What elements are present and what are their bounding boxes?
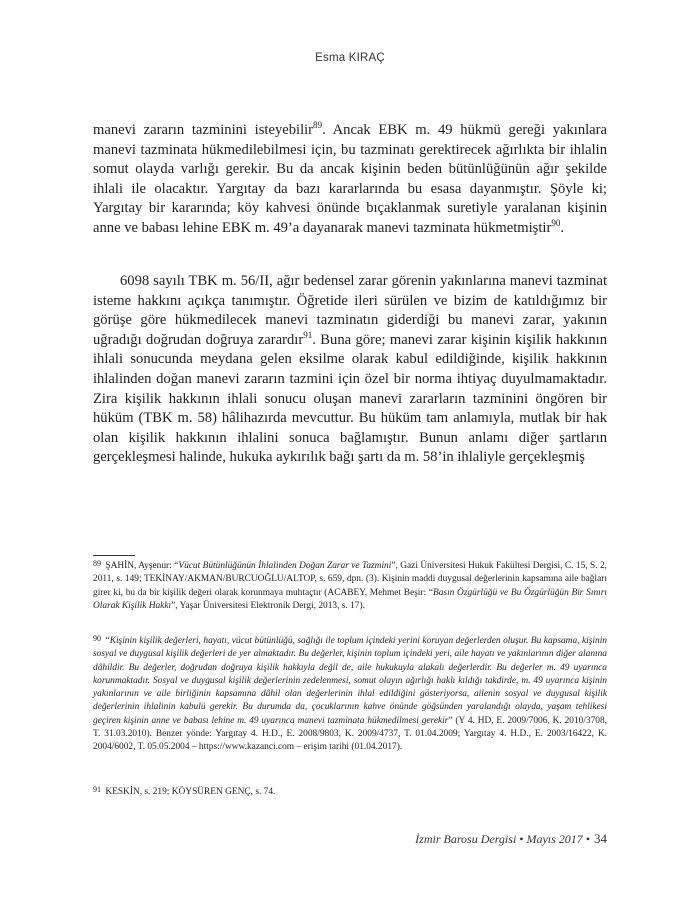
page-number: 34 (594, 831, 607, 846)
footnote-number: 89 (93, 559, 101, 568)
footnote-text: ” (Y 4. HD, E. 2009/7006, K. 2010/3708, T. 31.03.2010). Benzer yönde: Yargıtay 4. H.D., E. 2008/9803, K. 2009/4737, T. 01.04.2009; Yargıtay 4. H.D., E. 2003/16422, K. 2004/6002, T. 05.05.2004 – https://www.kazanci.com – erişim tarihi (01.04.2017). (93, 715, 608, 753)
body-paragraph-2 (93, 272, 607, 468)
running-header: Esma KIRAÇ (315, 52, 385, 64)
footnote-separator (93, 555, 135, 556)
paragraph-text: . Buna göre; manevi zarar kişinin kişilik hakkının ihlali sonucunda meydana gelen eksilme olarak kabul edildiğinde, kişilik hakkının ihlalinden doğan manevi zararın tazmini için özel bir norma ihtiyaç duyulmamaktadır. Zira kişilik hakkının ihlali sonucu oluşan manevi zararların tazminini öngören bir hüküm (TBK m. 58) hâlihazırda mevcuttur. Bu hüküm tam anlamıyla, mutlak bir hak olan kişilik hakkının ihlalini sonuca bağlamıştır. Bunun anlamı diğer şartların gerçekleşmesi halinde, hukuka aykırılık bağı şartı da m. 58’in ihlaliyle gerçekleşmiş (93, 331, 607, 466)
footnote-italic: Kişinin kişilik değerleri, hayatı, vücut bütünlüğü, sağlığı ile toplum içindeki yerini koruyan değerlerden oluşur. Bu kapsama, kişinin sosyal ve duygusal kişilik değerleri de yer almaktadır. Bu değerler, kişinin toplum içindeki yeri, aile hayatı ve yakınlarının diğer alanına dâhildir. Bu değerler, doğrudan doğruya kişilik hakkıyla değil de, aile hukukuyla alakalı değerlerdir. Bu değerler m. 49 uyarınca korunmaktadır. Sosyal ve duygusal kişilik değerlerinin zedelenmesi, somut olayın ağırlığı haklı kıldığı takdirde, m. 49 uyarınca kişinin yakınlarının ve aile birliğinin kapsamına dâhil olan değerlerinin ihlal edildiğini gösteriyorsa, ailenin sosyal ve duygusal kişilik değerlerinin ihlalinin kabulü gerekir. Bu durumda da, çocuklarının kahve önünde göğsünden yaralandığı olayda, yaşam tehlikesi geçiren kişinin anne ve babası lehine m. 49 uyarınca manevi tazminata hükmedilmesi gerekir (93, 636, 607, 726)
footnote-italic: Vücut Bütünlüğünün İhlalinden Doğan Zarar ve Tazmini (178, 561, 392, 571)
paragraph-text: 6098 sayılı TBK m. 56/II, ağır bedensel zarar görenin yakınlarına manevi tazminat isteme hakkını açıkça tanımıştır. Öğretide ileri sürülen ve bizim de katıldığımız bir görüşe göre hükmedilecek manevi tazminatın giderdiği bu manevi zarar, yakının uğradığı doğrudan doğruya zarardır (93, 273, 607, 348)
paragraph-text: . (560, 219, 565, 236)
footnote-ref-89[interactable]: 89 (313, 120, 323, 131)
footnote-text: ”, Yaşar Üniversitesi Elektronik Dergi, 2013, s. 17). (171, 600, 365, 611)
footnote-text: ŞAHİN, Ayşenur: “ (105, 561, 179, 571)
body-paragraph-1 (93, 121, 607, 239)
page-footer (415, 831, 607, 847)
paragraph-text: manevi zararın tazminini isteyebilir (93, 122, 314, 138)
footnote-text: KESKİN, s. 219; KÖYSÜREN GENÇ, s. 74. (105, 787, 276, 797)
footnote-text: ”, Gazi Üniversitesi Hukuk Fakültesi Dergisi, C. 15, S. 2, 2011, s. 149; TEKİNAY/AKMAN/BURCUOĞLU/ALTOP, s. 659, dpn. (3). Kişinin maddi duygusal değerlerinin kapsamına aile bağları girer ki, bu da bir kişilik değeri olarak korunmaya muhtaçtır (ACABEY, Mehmet Beşir: “ (93, 561, 608, 598)
paragraph-text: . Ancak EBK m. 49 hükmü gereği yakınlara manevi tazminata hükmedilebilmesi için, bu tazminatı gerektirecek ağırlıkta bir ihlalin somut olayda varlığı gerekir. Bu da ancak kişinin beden bütünlüğünün ağır şekilde ihlali ile olacaktır. Yargıtay da bazı kararlarında bu esasa dayanmıştır. Şöyle ki; Yargıtay bir kararında; köy kahvesi önünde bıçaklanmak suretiyle yaralanan kişinin anne ve babası lehine EBK m. 49’a dayanarak manevi tazminata hükmetmiştir (93, 122, 607, 236)
footnote-italic: Basın Özgürlüğü ve Bu Özgürlüğün Bir Sınırı Olarak Kişilik Hakkı (93, 587, 607, 611)
footnote-number: 90 (93, 634, 101, 643)
footnote-90 (93, 632, 607, 755)
footnote-number: 91 (93, 785, 101, 794)
footnote-91 (93, 783, 607, 799)
footnote-ref-90[interactable]: 90 (551, 218, 561, 229)
footnote-ref-91[interactable]: 91 (303, 329, 313, 340)
footnote-89 (93, 557, 607, 613)
journal-name: İzmir Barosu Dergisi • Mayıs 2017 • (415, 832, 590, 846)
footnote-text: “ (105, 636, 110, 646)
